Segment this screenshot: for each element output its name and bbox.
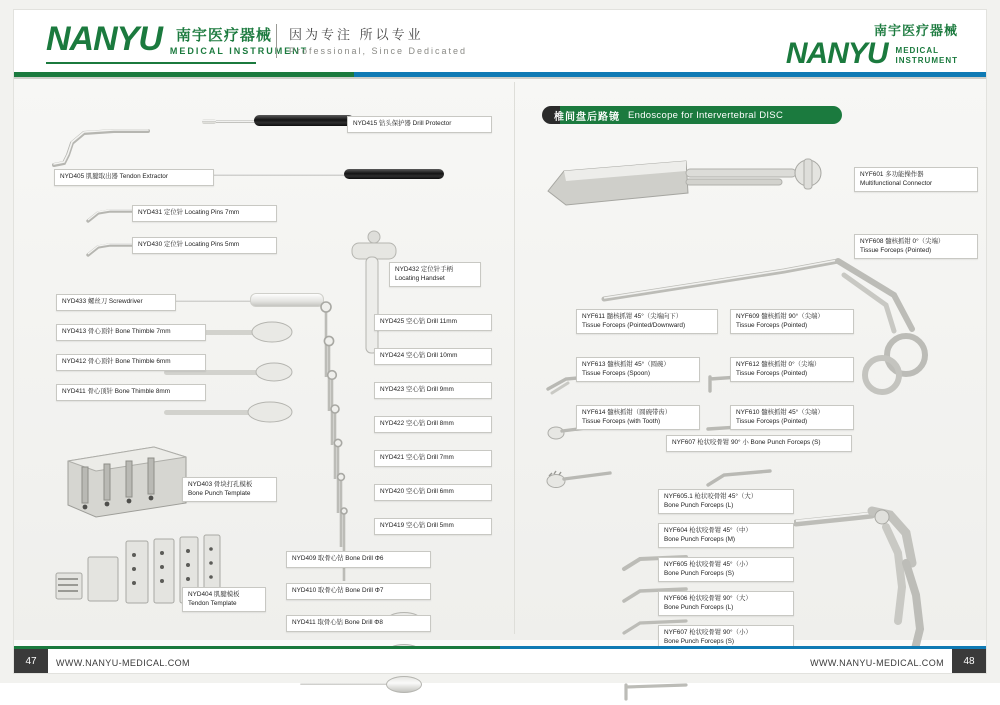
label-nyf611-line1: NYF611 髓核抓钳 45°（尖端向下）: [582, 313, 683, 320]
page-footer: [14, 649, 986, 673]
label-nyf607-line2: Bone Punch Forceps (S): [664, 637, 734, 645]
label-nyf613-line1: NYF613 髓核抓钳 45°（圆碗）: [582, 361, 670, 368]
label-nyf606[interactable]: [658, 591, 794, 616]
label-nyd431-line1: NYD431 定位针 Locating Pins 7mm: [138, 209, 240, 216]
label-nyf614[interactable]: [576, 405, 700, 430]
label-nyd409[interactable]: [286, 551, 431, 568]
catalog-body: [14, 79, 986, 645]
label-nyd424-line1: NYD424 空心钻 Drill 10mm: [380, 352, 458, 359]
brand-wordmark: NANYU: [46, 20, 162, 58]
section-title-en: Endoscope for Intervertebral DISC: [628, 109, 784, 121]
label-nyd423[interactable]: [374, 382, 492, 399]
label-nyd420[interactable]: [374, 484, 492, 501]
label-nyd423-line1: NYD423 空心钻 Drill 9mm: [380, 386, 454, 393]
label-nyd425-line1: NYD425 空心钻 Drill 11mm: [380, 318, 457, 325]
catalog-sheet: [14, 10, 986, 673]
label-nyd404-line1: NYD404 肌腱模板: [188, 591, 240, 598]
instrument-nyd405-handle: [344, 169, 444, 179]
website-right[interactable]: WWW.NANYU-MEDICAL.COM: [810, 658, 944, 668]
label-nyd411b[interactable]: [286, 615, 431, 632]
label-nyf601-line2: Multifunctional Connector: [860, 179, 933, 187]
instrument-nyd415-tip: [202, 119, 216, 124]
label-nyd412[interactable]: [56, 354, 206, 371]
instrument-nyd403-graphic: [62, 441, 192, 519]
label-nyd431[interactable]: [132, 205, 277, 222]
label-nyf609-line1: NYF609 髓核抓钳 90°（尖端）: [736, 313, 824, 320]
label-nyd405[interactable]: [54, 169, 214, 186]
label-nyd415-line1: NYD415 钻头保护器 Drill Protector: [353, 120, 452, 127]
instrument-nyf601-graphic: [536, 139, 846, 219]
section-title-cn: 椎间盘后路镜: [554, 111, 620, 123]
label-nyf609-line2: Tissue Forceps (Pointed): [736, 321, 808, 329]
brand-logo-right: [786, 20, 958, 69]
instrument-nyd415-handle: [254, 115, 354, 126]
label-nyd410[interactable]: [286, 583, 431, 600]
label-nyd404[interactable]: [182, 587, 266, 612]
label-nyf605-line2: Bone Punch Forceps (S): [664, 569, 734, 577]
section-title-endoscope: [542, 106, 842, 124]
label-nyf608-line1: NYF608 髓核抓钳 0°（尖端）: [860, 238, 945, 245]
label-nyd415[interactable]: [347, 116, 492, 133]
label-nyd404-line2: Tendon Template: [188, 599, 237, 607]
brand-underline: [46, 62, 256, 64]
label-nyd422-line1: NYD422 空心钻 Drill 8mm: [380, 420, 454, 427]
instrument-punch-forceps-graphic: [794, 471, 974, 671]
label-nyf611[interactable]: [576, 309, 718, 334]
page-divider: [514, 82, 515, 634]
label-nyd424[interactable]: [374, 348, 492, 365]
label-nyf610-line1: NYF610 髓核抓钳 45°（尖端）: [736, 409, 824, 416]
label-nyd433-line1: NYD433 螺丝刀 Screwdriver: [62, 298, 143, 305]
label-nyd411b-line1: NYD411 取骨心钻 Bone Drill Φ8: [292, 619, 383, 626]
label-nyd403[interactable]: [182, 477, 277, 502]
label-nyd432[interactable]: [389, 262, 481, 287]
label-nyf611-line2: Tissue Forceps (Pointed/Downward): [582, 321, 686, 329]
label-nyf604[interactable]: [658, 523, 794, 548]
brand-logo-left: [46, 22, 308, 56]
label-nyf606-line1: NYF606 枪状咬骨钳 90°（大）: [664, 595, 752, 602]
label-nyf613-line2: Tissue Forceps (Spoon): [582, 369, 650, 377]
label-nyf610-line2: Tissue Forceps (Pointed): [736, 417, 808, 425]
label-nyf604-line2: Bone Punch Forceps (M): [664, 535, 736, 543]
brand-name-cn-right: 南宇医疗器械: [873, 23, 958, 38]
label-nyd410-line1: NYD410 取骨心钻 Bone Drill Φ7: [292, 587, 384, 594]
label-nyf607-small-line1: NYF607 枪状咬骨钳 90° 小 Bone Punch Forceps (S): [672, 439, 821, 446]
website-left[interactable]: WWW.NANYU-MEDICAL.COM: [56, 658, 190, 668]
instrument-nyd411b-shaft: [300, 683, 392, 685]
instrument-nyd405-graphic: [44, 119, 154, 174]
instrument-nyd411-graphic: [164, 399, 294, 427]
label-nyd411[interactable]: [56, 384, 206, 401]
label-nyd433[interactable]: [56, 294, 176, 311]
label-nyd413[interactable]: [56, 324, 206, 341]
label-nyf601[interactable]: [854, 167, 978, 192]
label-nyf605-1-line1: NYF605.1 枪状咬骨钳 45°（大）: [664, 493, 758, 500]
label-nyf612[interactable]: [730, 357, 854, 382]
label-nyf606-line2: Bone Punch Forceps (L): [664, 603, 734, 611]
label-nyf608-line2: Tissue Forceps (Pointed): [860, 246, 932, 254]
label-nyd422[interactable]: [374, 416, 492, 433]
slogan-en: Professional, Since Dedicated: [289, 46, 468, 56]
brand-tagline: MEDICAL INSTRUMENT: [169, 46, 309, 56]
label-nyf607-small[interactable]: [666, 435, 852, 452]
label-nyf612-line1: NYF612 髓核抓钳 0°（尖端）: [736, 361, 821, 368]
label-nyd411-line1: NYD411 骨心顶针 Bone Thimble 8mm: [62, 388, 171, 395]
label-nyf604-line1: NYF604 枪状咬骨钳 45°（中）: [664, 527, 752, 534]
label-nyf610[interactable]: [730, 405, 854, 430]
label-nyf605-1-line2: Bone Punch Forceps (L): [664, 501, 734, 509]
label-nyf601-line1: NYF601 多功能操作器: [860, 171, 924, 178]
slogan-cn: 因为专注 所以专业: [289, 27, 424, 42]
label-nyd425[interactable]: [374, 314, 492, 331]
label-nyd405-line1: NYD405 肌腱取出器 Tendon Extractor: [60, 173, 168, 180]
label-nyf614-line1: NYF614 髓核抓钳（圆碗带齿）: [582, 409, 672, 416]
instrument-nyd405-shaft: [194, 174, 364, 176]
label-nyf605-1[interactable]: [658, 489, 794, 514]
brand-sub-medical: MEDICAL: [895, 46, 939, 55]
label-nyd420-line1: NYD420 空心钻 Drill 6mm: [380, 488, 454, 495]
label-nyf608[interactable]: [854, 234, 978, 259]
page-header: [14, 10, 986, 72]
label-nyd432-line1: NYD432 定位针手柄: [395, 266, 453, 273]
label-nyf607-line1: NYF607 枪状咬骨钳 90°（小）: [664, 629, 752, 636]
brand-name-cn: 南宇医疗器械: [175, 27, 272, 44]
brand-wordmark-right: NANYU: [785, 37, 888, 70]
instrument-nyf614-tip: [544, 465, 614, 495]
label-nyf614-line2: Tissue Forceps (with Tooth): [582, 417, 661, 425]
label-nyd430-line1: NYD430 定位针 Locating Pins 5mm: [138, 241, 240, 248]
label-nyd403-line1: NYD403 骨块打孔模板: [188, 481, 253, 488]
label-nyd412-line1: NYD412 骨心顶针 Bone Thimble 6mm: [62, 358, 171, 365]
label-nyd413-line1: NYD413 骨心顶针 Bone Thimble 7mm: [62, 328, 171, 335]
label-nyd430[interactable]: [132, 237, 277, 254]
label-nyd409-line1: NYD409 取骨心钻 Bone Drill Φ6: [292, 555, 384, 562]
label-nyf609[interactable]: [730, 309, 854, 334]
label-nyd432-line2: Locating Handset: [395, 274, 445, 282]
label-nyd403-line2: Bone Punch Template: [188, 489, 251, 497]
instrument-nyd411b-tip: [386, 676, 422, 693]
page-number-right: 48: [952, 649, 986, 673]
label-nyd421[interactable]: [374, 450, 492, 467]
label-nyd421-line1: NYD421 空心钻 Drill 7mm: [380, 454, 454, 461]
page-number-left: 47: [14, 649, 48, 673]
label-nyd419-line1: NYD419 空心钻 Drill 5mm: [380, 522, 454, 529]
brand-sub-instrument: INSTRUMENT: [895, 56, 958, 65]
label-nyf612-line2: Tissue Forceps (Pointed): [736, 369, 808, 377]
label-nyd419[interactable]: [374, 518, 492, 535]
slogan-block: [276, 24, 467, 58]
label-nyf605-line1: NYF605 枪状咬骨钳 45°（小）: [664, 561, 752, 568]
label-nyf605[interactable]: [658, 557, 794, 582]
label-nyf613[interactable]: [576, 357, 700, 382]
